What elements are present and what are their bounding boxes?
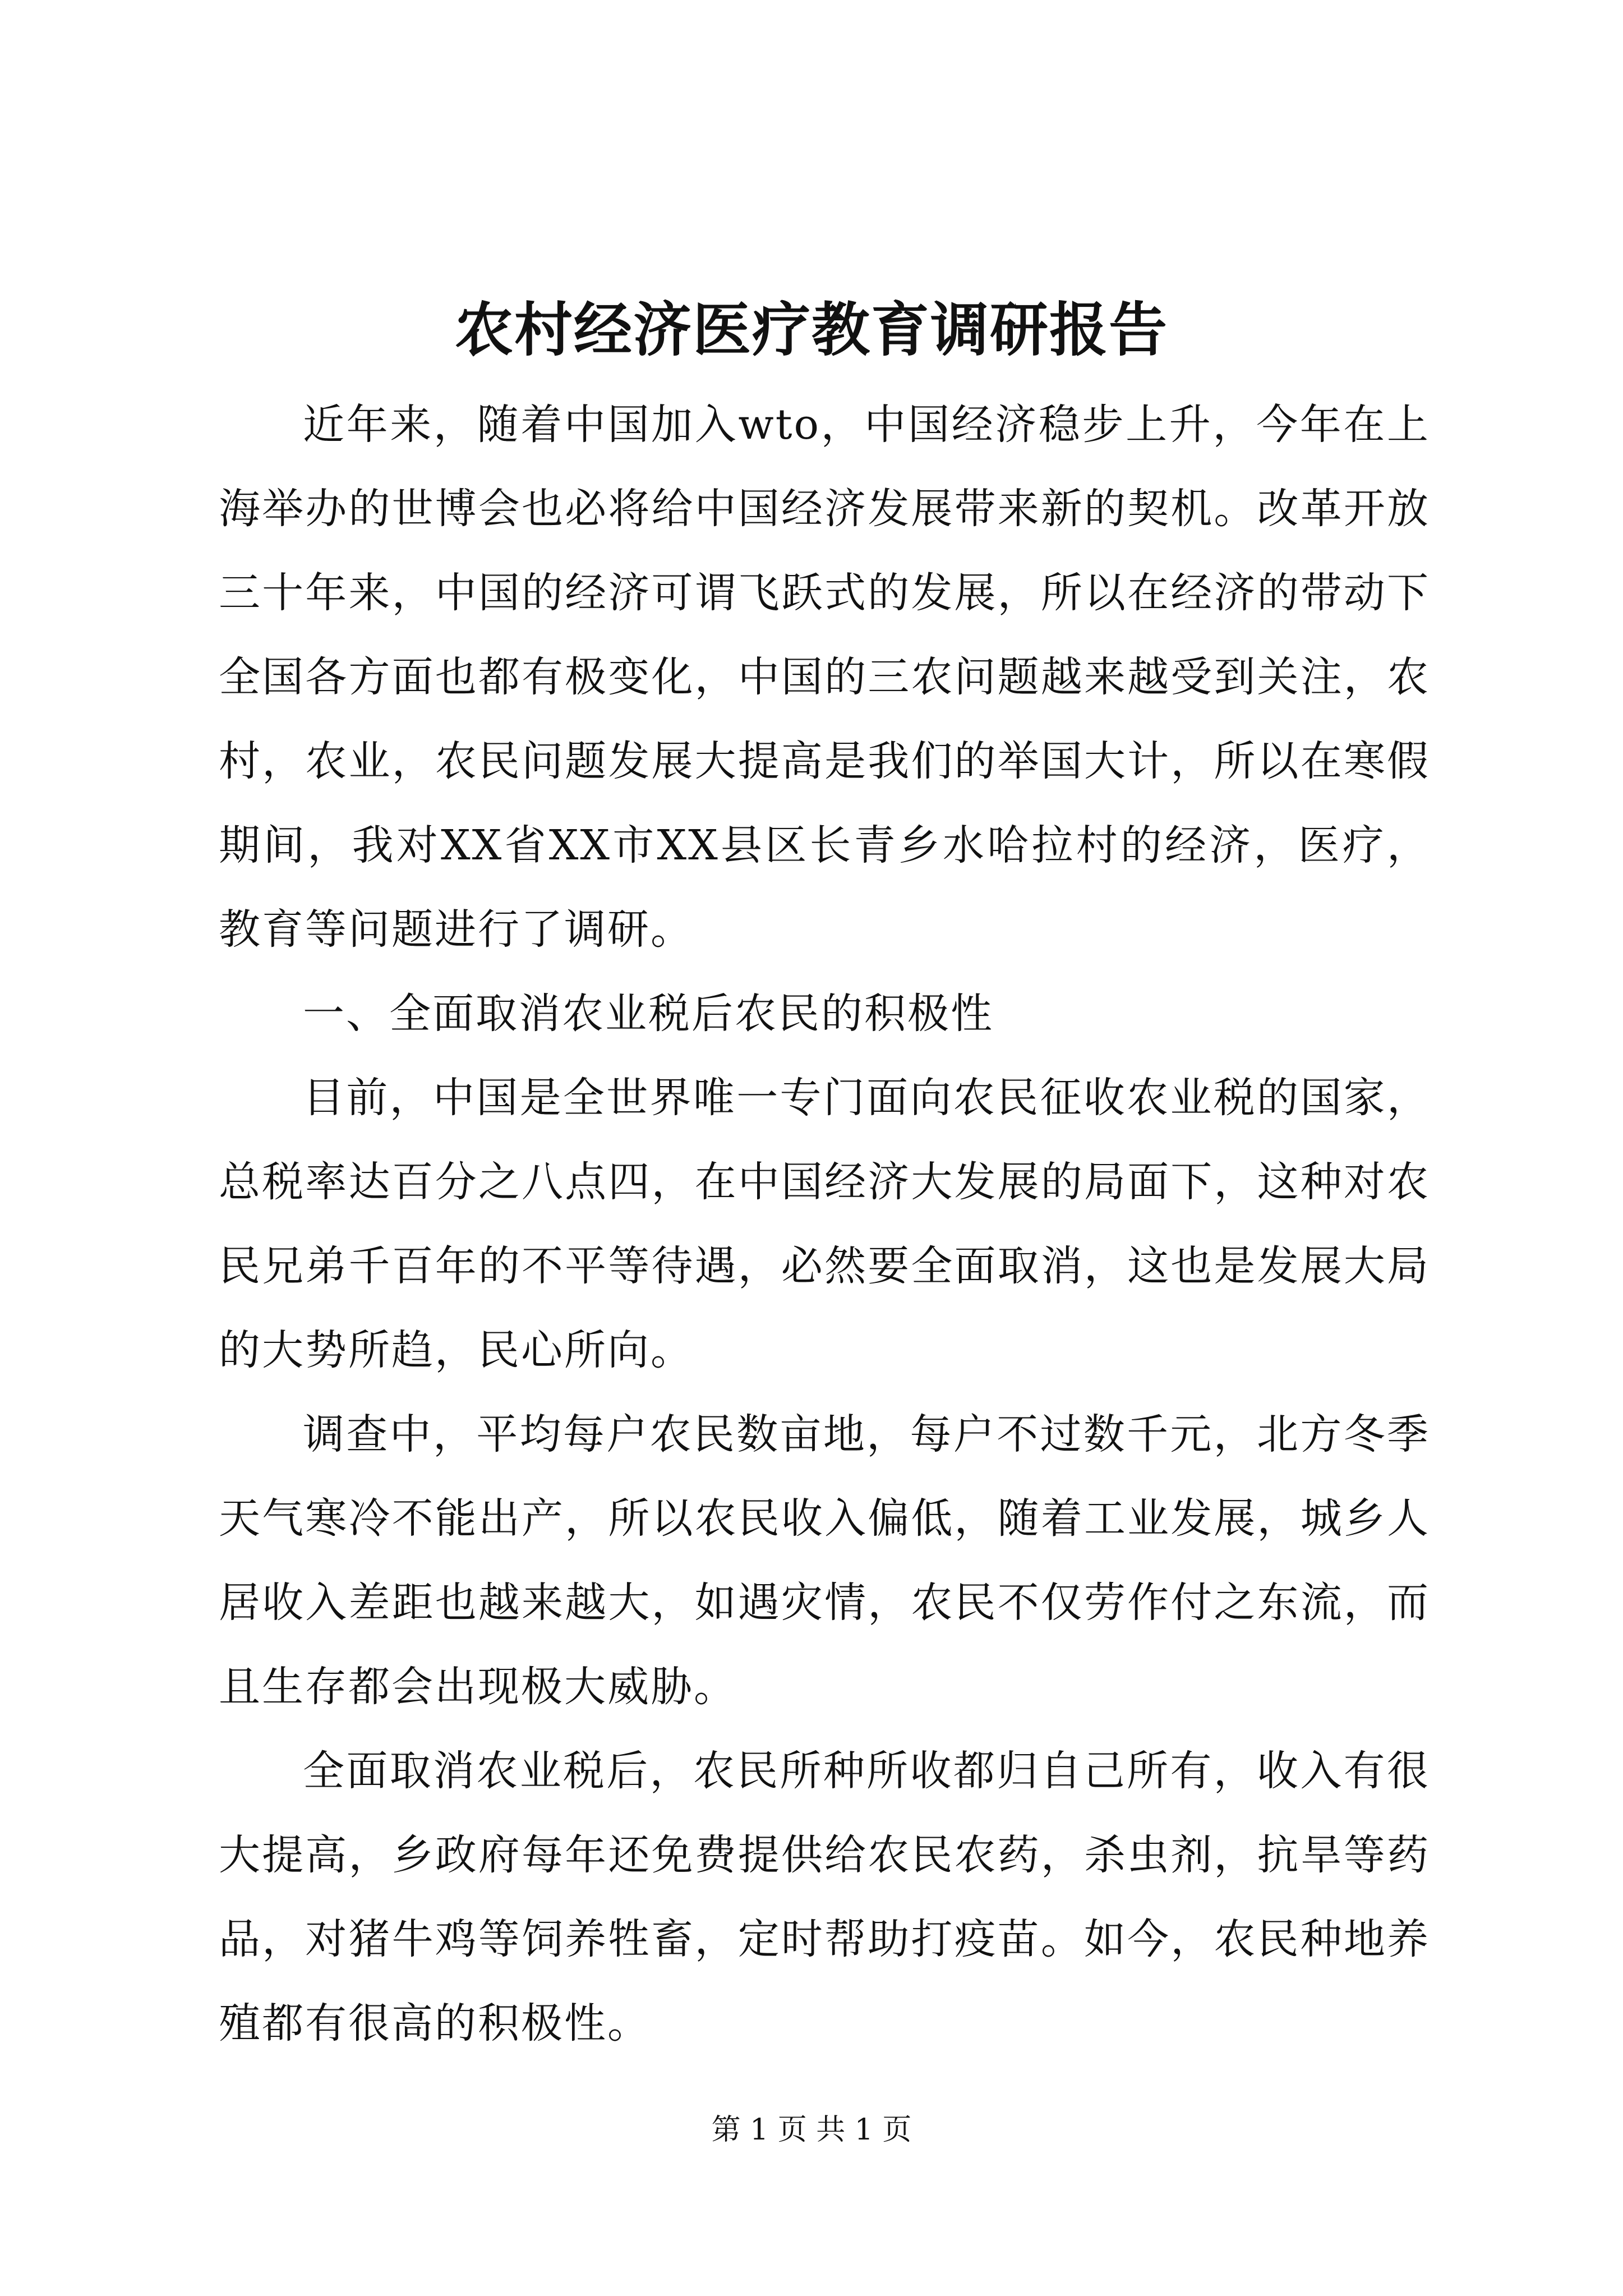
paragraph-tax: 目前，中国是全世界唯一专门面向农民征收农业税的国家，总税率达百分之八点四，在中国经济大发展的局面下，这种对农民兄弟千百年的不平等待遇，必然要全面取消，这也是发展大局的大势所趋，民心所向。	[219, 1074, 1430, 1374]
paragraph-after-abolition: 全面取消农业税后，农民所种所收都归自己所有，收入有很大提高，乡政府每年还免费提供给农民农药，杀虫剂，抗旱等药品，对猪牛鸡等饲养牲畜，定时帮助打疫苗。如今，农民种地养殖都有很高的积极性。	[219, 1747, 1430, 2047]
page-footer: 第 1 页 共 1 页	[711, 2113, 912, 2147]
document-title: 农村经济医疗教育调研报告	[454, 295, 1168, 364]
paragraph-intro: 近年来，随着中国加入wto，中国经济稳步上升，今年在上海举办的世博会也必将给中国经济发展带来新的契机。改革开放三十年来，中国的经济可谓飞跃式的发展，所以在经济的带动下全国各方面也都有极变化，中国的三农问题越来越受到关注，农村，农业，农民问题发展大提高是我们的举国大计，所以在寒假期间，我对XX省XX市XX县区长青乡水哈拉村的经济，医疗，教育等问题进行了调研。	[219, 401, 1430, 954]
section-heading-1: 一、全面取消农业税后农民的积极性	[303, 990, 994, 1038]
paragraph-survey: 调查中，平均每户农民数亩地，每户不过数千元，北方冬季天气寒冷不能出产，所以农民收入偏低，随着工业发展，城乡人居收入差距也越来越大，如遇灾情，农民不仅劳作付之东流，而且生存都会出现极大威胁。	[219, 1410, 1430, 1711]
document-body	[219, 383, 1430, 2065]
